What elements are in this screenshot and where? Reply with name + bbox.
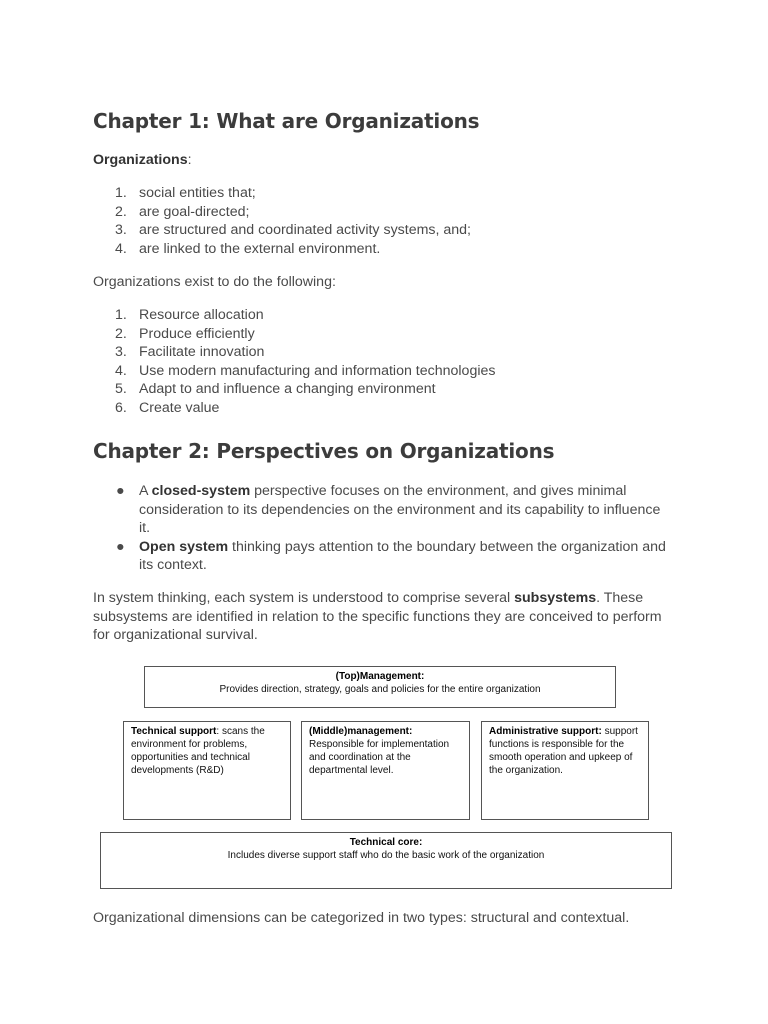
list-item: 3. Facilitate innovation — [115, 344, 265, 360]
text-span: . These subsystems are identified in relation to the specific functions they are conceived to perform for organizational survival. — [93, 590, 662, 643]
text-span: thinking pays attention to the boundary between the organization and its context. — [139, 538, 666, 573]
chapter-1-heading: Chapter 1: What are Organizations — [93, 109, 480, 133]
list-item-text: Produce efficiently — [139, 325, 255, 342]
administrative-support-box — [481, 721, 649, 820]
box-text: Provides direction, strategy, goals and policies for the entire organization — [219, 684, 541, 695]
organizations-term: Organizations — [93, 152, 188, 168]
list-item-text: are structured and coordinated activity systems, and; — [139, 222, 471, 238]
chapter-2-heading: Chapter 2: Perspectives on Organizations — [93, 439, 555, 463]
open-system-term: Open system — [139, 538, 229, 555]
box-text: Responsible for implementation and coordination at the departmental level. — [309, 739, 450, 776]
subsystems-term: subsystems — [514, 590, 597, 606]
technical-support-box — [123, 721, 291, 820]
box-text: : scans the environment for problems, opportunities and technical developments (R&D) — [131, 726, 265, 776]
closed-system-term: closed-system — [151, 483, 251, 499]
definition-list — [93, 184, 673, 258]
list-item-text: Adapt to and influence a changing environment — [139, 381, 436, 397]
list-item: ● A closed-system perspective focuses on the environment, and gives minimal consideration to its dependencies on the environment and its capability to influence it. — [116, 483, 661, 536]
box-text: Includes diverse support staff who do the basic work of the organization — [227, 850, 545, 861]
list-item: 4. Use modern manufacturing and information technologies — [115, 362, 496, 379]
list-item: ● Open system thinking pays attention to the boundary between the organization and its context. — [116, 538, 666, 573]
list-item-text: are linked to the external environment. — [139, 240, 381, 257]
purpose-list — [93, 306, 673, 417]
text-span: perspective focuses on the environment, and gives minimal consideration to its dependencies on the environment and its capability to influence it. — [139, 483, 661, 536]
list-item-text: Create value — [139, 399, 220, 416]
box-title: Technical core: — [349, 837, 423, 848]
list-item-text: social entities that; — [139, 185, 256, 201]
list-item: 1. Resource allocation — [115, 307, 264, 323]
list-item: 2. Produce efficiently — [115, 325, 255, 342]
list-item: 6. Create value — [115, 399, 220, 416]
list-item-text: Use modern manufacturing and information technologies — [139, 362, 496, 379]
list-item: 2. are goal-directed; — [115, 203, 250, 220]
list-item-text: Facilitate innovation — [139, 344, 265, 360]
list-item-text: are goal-directed; — [139, 203, 250, 220]
box-title: (Top)Management: — [335, 671, 425, 682]
colon: : — [187, 152, 192, 168]
technical-core-box — [100, 832, 672, 889]
middle-management-box — [301, 721, 470, 820]
box-title: Technical support — [131, 726, 217, 737]
box-title: (Middle)management: — [309, 726, 413, 737]
text-span: In system thinking, each system is understood to comprise several — [93, 590, 515, 606]
list-item: 5. Adapt to and influence a changing environment — [115, 381, 436, 397]
top-management-box — [144, 666, 616, 708]
box-text: support functions is responsible for the smooth operation and upkeep of the organization. — [489, 726, 638, 776]
perspective-list — [93, 482, 673, 575]
list-item: 4. are linked to the external environment. — [115, 240, 381, 257]
box-title: Administrative support: — [489, 726, 602, 737]
text-span: A — [139, 483, 152, 499]
system-thinking-paragraph — [93, 589, 673, 645]
exist-intro-paragraph: Organizations exist to do the following: — [93, 274, 336, 290]
organizations-definition-label — [93, 151, 673, 170]
list-item: 3. are structured and coordinated activity systems, and; — [115, 222, 471, 238]
list-item-text: Resource allocation — [139, 307, 264, 323]
dimensions-paragraph: Organizational dimensions can be categorized in two types: structural and contextual. — [93, 910, 630, 926]
list-item: 1. social entities that; — [115, 185, 256, 201]
